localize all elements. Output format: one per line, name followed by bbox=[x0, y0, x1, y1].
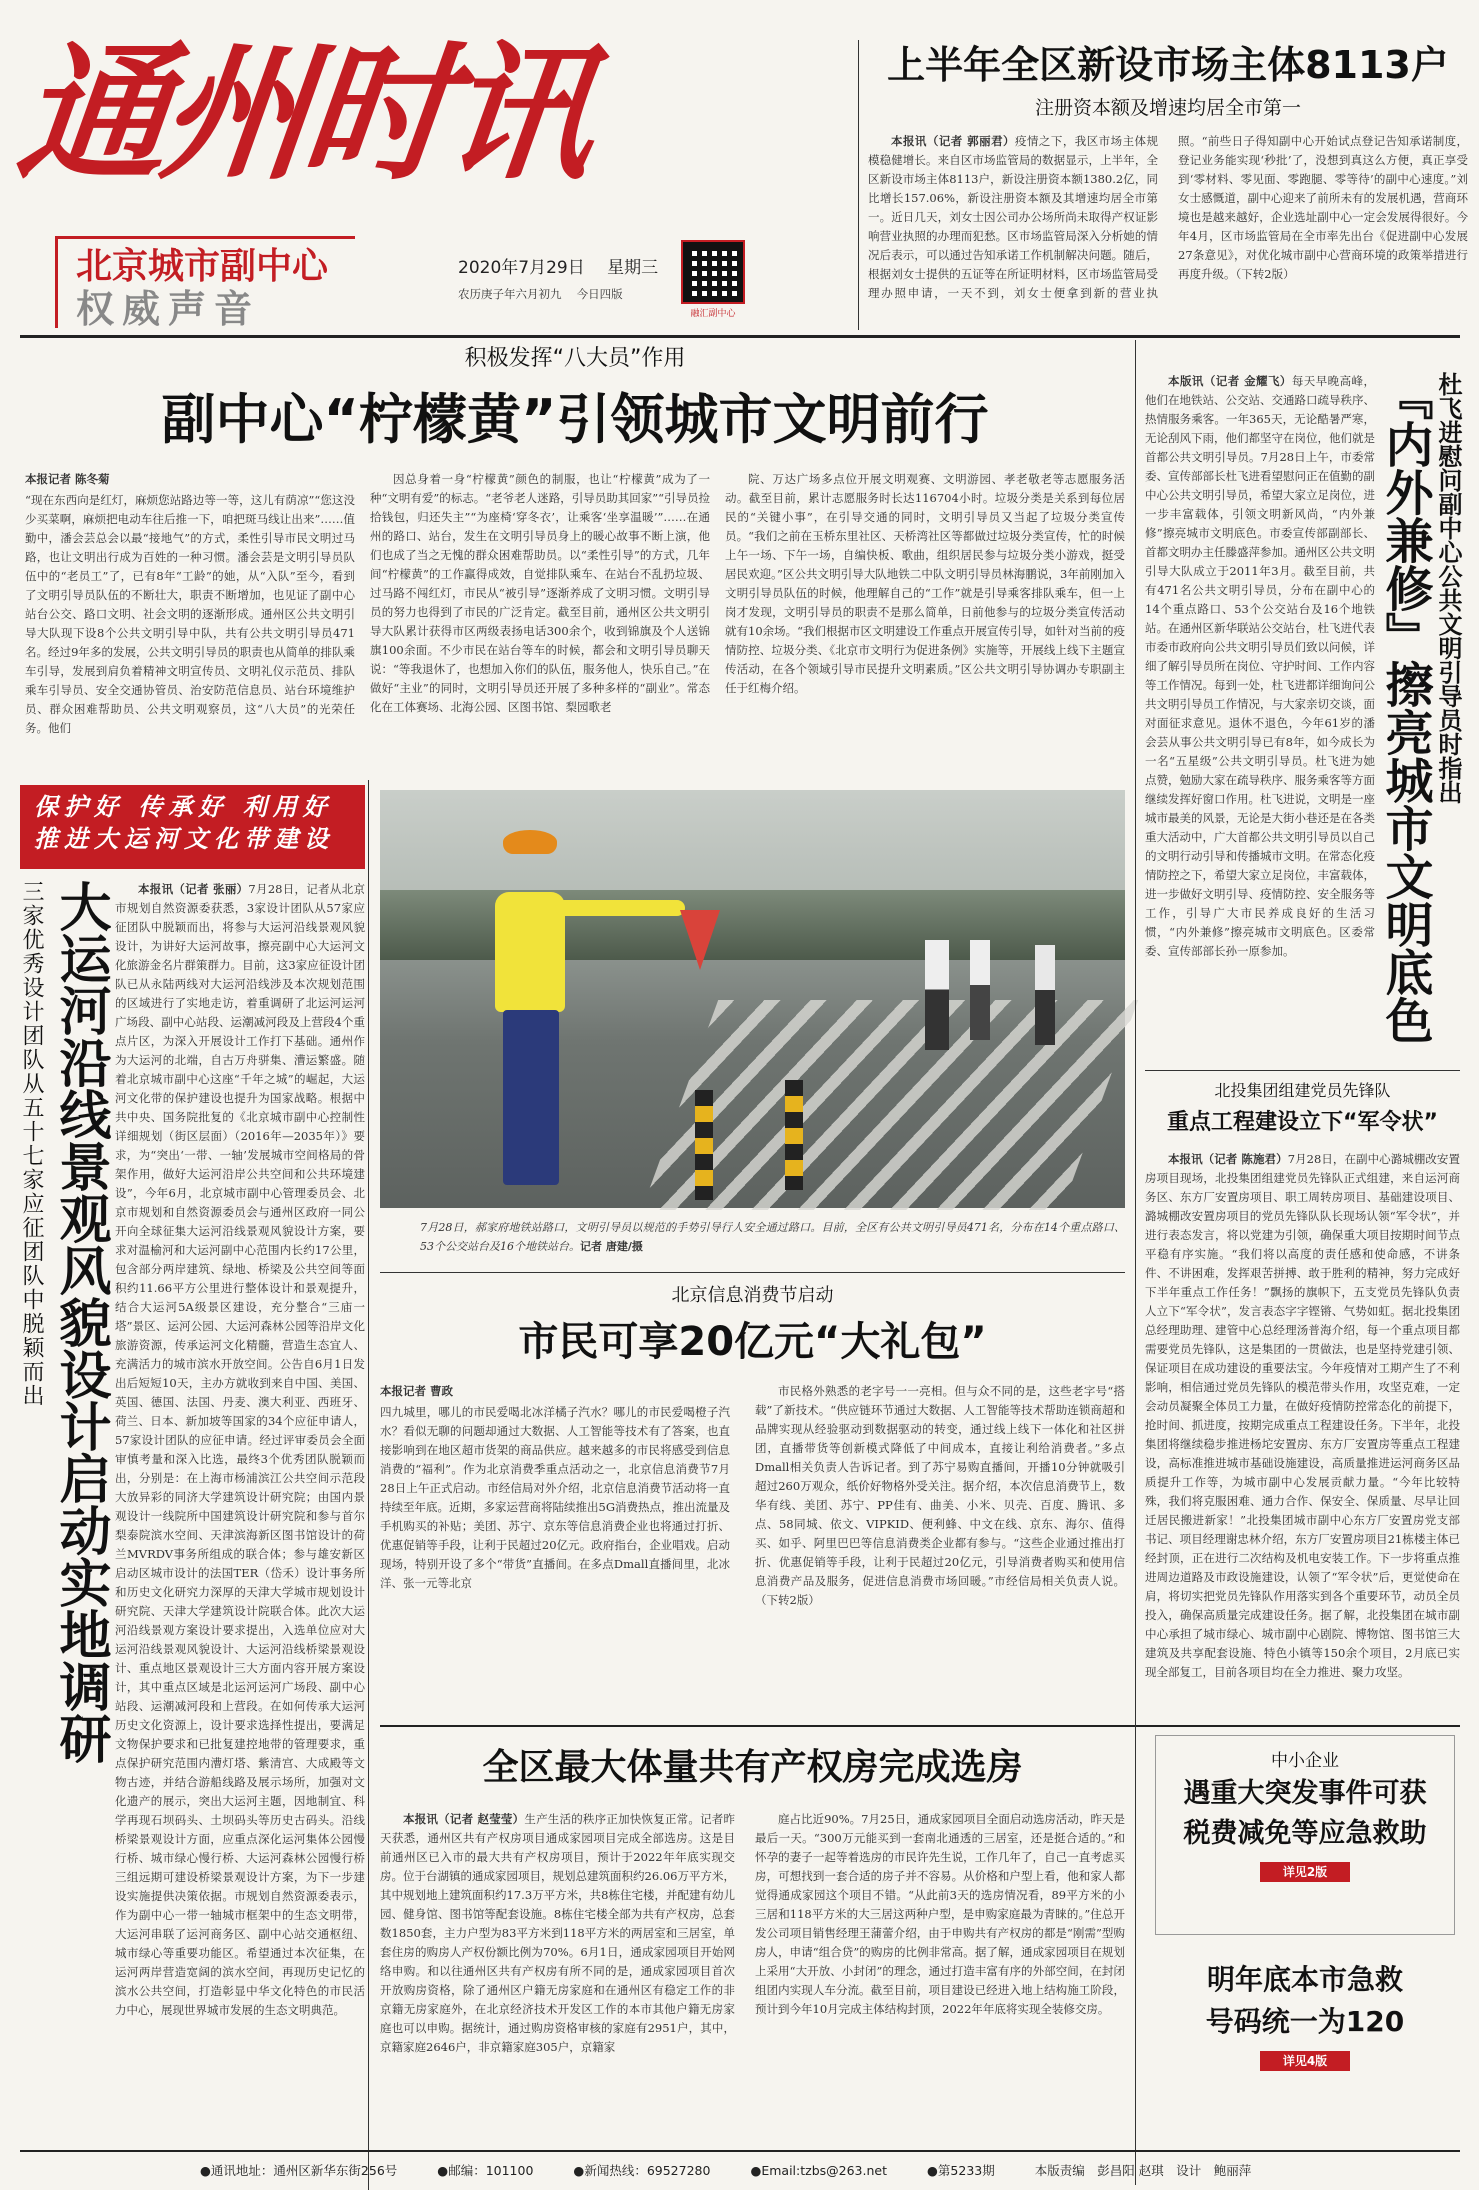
consume-col2: 市民格外熟悉的老字号一一亮相。但与众不同的是，这些老字号“搭载”了新技术。“供应链环节通过大数据、人工智能等技术帮助连锁商超和品牌实现从经验驱动到数据驱动的转变，通过线上线下一体化和社区拼团，直播带货等创新模式降低了中间成本，直接让利给消费者。”多点Dmall相关负责人告诉记者。到了苏宁易购直播间，开播10分钟就吸引超过260万观众，纸价好物格外受关注。据介绍，本次信息消费节上，数华有线、美团、苏宁、PP佳有、曲美、小米、贝壳、百度、腾讯、多点、58同城、依文、VIPKID、便利蜂、中文在线、京东、海尔、值得买、如乎、阿里巴巴等信息消费类企业都有参与。“这些企业通过推出打折、优惠促销等手段，让利于民超过20亿元，引导消费者购买和使用信息消费产品及服务，促进信息消费市场回暖。”市经信局相关负责人说。（下转2版） bbox=[755, 1384, 1125, 1607]
topright-byline: 本报讯（记者 郭丽君） bbox=[891, 134, 1015, 148]
beitou-text: 7月28日，在副中心潞城棚改安置房项目现场，北投集团组建党员先锋队正式组建，来自运河商务区、东方厂安置房项目、职工周转房项目、基础建设项目、潞城棚改安置房项目的党员先锋队队长现场认领“军令状”，并进行表态发言，将以党建为引领，确保重大项目按期时间节点平稳有序实施。“我们将以高度的责任感和使命感，不讲条件、不讲困难，发挥艰苦拼搏、敢于胜利的精神，努力完成好下半年重点工作任务！”飘扬的旗帜下，五支党员先锋队负责人立下“军令状”，发言表态字字铿锵、气势如虹。据北投集团总经理助理、建管中心总经理汤普海介绍，每一个重点项目都需要党员先锋队，这是集团的一贯做法，也是坚持党建引领、保证项目在成功建设的重要法宝。今年疫情对工期产生了不利影响，相信通过党员先锋队的模范带头作用，攻坚克难，一定会动员凝聚全体员工力量，在做好疫情防控常态化的前提下，抢时间、抓进度，按期完成重点工程建设任务。下半年，北投集团将继续稳步推进杨坨安置房、东方厂安置房等重点工程建设，高标准推进城市基础设施建设，高质量推进运河商务区品质提升工作等，为城市副中心发展贡献力量。“今年比较特殊，我们将克服困难、通力合作、保安全、保质量、尽早让回迁居民搬进新家！”北投集团城市副中心东方厂安置房党支部书记、项目经理谢忠林介绍，东方厂安置房项目21栋楼主体已经封顶，正在进行二次结构及机电安装工作。下一步将重点推进周边道路及市政设施建设，认领了“军令状”后，更觉使命在肩，将切实把党员先锋队作用落实到各个重要环节，动员全员投入，确保高质量完成建设任务。据了解，北投集团在城市副中心承担了城市绿心、城市副中心剧院、博物馆、图书馆三大建筑及共享配套设施、特色小镇等150余个项目，2月底已实现全部复工，目前各项目均在全力推进、聚力攻坚。 bbox=[1145, 1152, 1460, 1679]
photo-caption: 7月28日，郝家府地铁站路口，文明引导员以规范的手势引导行人安全通过路口。目前，全区有公共文明引导员471名，分布在14个重点路口、53个公交站台及16个地铁站台。 bbox=[420, 1221, 1125, 1253]
slogan-box bbox=[55, 236, 355, 331]
canal-text: 7月28日，记者从北京市规划自然资源委获悉，3家设计团队从57家应征团队中脱颖而出，将参与大运河沿线景观风貌设计，为讲好大运河故事，擦亮副中心大运河文化旅游金名片群策群力。目前，这3家应征设计团队已从永陆两线对大运河沿线涉及本次规划范围的区域进行了实地走访，着重调研了北运河运河广场段、副中心站段、运潮减河段及上营段4个重点片区，为深入开展设计工作打下基础。通州作为大运河的北端，自古万舟骈集、漕运繁盛。随着北京城市副中心这座“千年之城”的崛起，大运河文化带的保护建设也提升为国家战略。根据中共中央、国务院批复的《北京城市副中心控制性详细规划（街区层面）（2016年—2035年）》要求，为“突出‘一带、一轴’发展城市空间格局的骨架作用，做好大运河沿岸公共空间和公共环境建设”，今年6月，北京城市副中心管理委员会、北京市规划和自然资源委员会与通州区政府一同公开向全球征集大运河沿线景观风貌设计方案，要求对温榆河和大运河副中心范围内长约17公里，包含部分两岸建筑、绿地、桥梁及公共空间等面积约11.66平方公里进行整体设计和景观提升，结合大运河5A级景区建设，充分整合“三庙一塔”景区、运河公园、大运河森林公园等沿岸文化旅游资源，传承运河文化精髓，营造生态宜人、充满活力的城市滨水开放空间。公告自6月1日发出后短短10天，主办方就收到来自中国、美国、英国、德国、法国、丹麦、澳大利亚、西班牙、荷兰、日本、新加坡等国家的34个应征申请人，57家设计团队的应征申请。经过评审委员会全面审慎考量和深入比选，最终3个优秀团队脱颖而出，分别是：在上海市杨浦滨江公共空间示范段大放异彩的同济大学建筑设计研究院；由国内景观设计一线院所中国建筑设计研究院和参与首尔梨泰院滨水空间、天津滨海新区图书馆设计的荷兰MVRDV事务所组成的联合体；参与雄安新区启动区城市设计的法国TER（岱禾）设计事务所和历史文化研究力深厚的天津大学城市规划设计研究院、天津大学建筑设计院联合体。此次大运河沿线景观方案设计要求提出，入选单位应对大运河沿线景观风貌设计、大运河沿线桥梁景观设计、重点地区景观设计三大方面内容开展方案设计，其中重点区域是北运河运河广场段、副中心站段、运潮减河段和上营段。在如何传承大运河历史文化资源上，设计要求选择性提出，要满足文物保护要求和已批复建控地带的管理要求，重点保护研究范围内漕灯塔、紫清宫、大成殿等文物古迹，并结合游船线路及展示场所，加强对文化遗产的展示，突出大运河主题，因地制宜、科学再现石坝码头、土坝码头等历史古码头。沿线桥梁景观设计方面，应重点深化运河集体公园慢行桥、城市绿心慢行桥、大运河森林公园慢行桥三组远期可建设桥梁景观设计方案，为下一步建设实施提供决策依据。市规划自然资源委表示，作为副中心一带一轴城市框架中的生态文明带，大运河串联了运河商务区、副中心站交通枢纽、城市绿心等重要功能区。希望通过本次征集，在运河两岸营造宽阔的滨水空间，再现历史记忆的滨水公共空间，打造彰显中华文化特色的市民活力中心，展现世界城市发展的生态文明典范。 bbox=[115, 882, 365, 2017]
lemon-col1-text: “现在东西向是红灯，麻烦您站路边等一等，这儿有荫凉”“您这没少买菜啊，麻烦把电动车往后推一下，咱把斑马线让出来”……值勤中，潘会芸总会以最“接地气”的方式，柔性引导市民文明过马路，也让文明出行成为百姓的一种习惯。潘会芸是文明引导员队伍中的“老员工”了，已有8年“工龄”的她，从“入队”至今，看到了文明引导员队伍的不断壮大，职责不断增加，也见证了副中心站台公交、路口文明、社会文明的逐渐形成。通州区公共文明引导大队现下设8个公共文明引导中队，共有公共文明引导员471名。经过9年多的发展，公共文明引导员的职责也从简单的排队乘车引导，发展到肩负着精神文明宣传员、文明礼仪示范员、排队乘车引导员、安全交通协管员、治安防范信息员、站台环境维护员、群众困难帮助员、公共文明观察员，这“八大员”的光荣任务。他们 bbox=[25, 493, 355, 735]
qr-caption: 融汇副中心 bbox=[690, 309, 736, 319]
qr-code-icon bbox=[683, 242, 743, 302]
slogan-bottom: 权威声音 bbox=[76, 286, 261, 331]
lunar: 农历庚子年六月初九 bbox=[458, 287, 562, 301]
banner-line1: 保护好 传承好 利用好 bbox=[34, 792, 333, 821]
lemon-headline: 副中心“柠檬黄”引领城市文明前行 bbox=[161, 388, 989, 451]
crosswalk bbox=[642, 1000, 1138, 1210]
canal-vsub: 三家优秀设计团队从五十七家应征团队中脱颖而出 bbox=[19, 880, 44, 1408]
housing-byline: 本报讯（记者 赵莹莹） bbox=[403, 1812, 525, 1826]
beitou-body bbox=[1145, 1150, 1460, 1720]
consume-byline: 本报记者 曹政 bbox=[380, 1384, 454, 1398]
lemon-col3: 院、万达广场多点位开展文明观赛、文明游园、孝老敬老等志愿服务活动。截至目前，累计志愿服务时长达116704小时。垃圾分类是关系到每位居民的“关键小事”，在引导交通的同时，文明引导员又当起了垃圾分类宣传员。“我们之前在玉桥东里社区、天桥湾社区等都做过垃圾分类宣传，忙的时候上午一场、下午一场，自编快板、歌曲，组织居民参与垃圾分类小游戏，挺受居民欢迎。”区公共文明引导大队地铁二中队文明引导员林海鹏说，3年前刚加入文明引导员队伍的时候，他理解自己的“工作”就是引导乘客排队乘车，但一上岗才发现，文明引导员的职责不是那么简单，日前他参与的垃圾分类宣传活动就有10余场。“我们根据市区文明建设工作重点开展宣传引导，如针对当前的疫情防控、垃圾分类、《北京市文明行为促进条例》实施等，开展线上线下主题宣传活动，在各个领域引导市民提升文明素质。”区公共文明引导协调办专职副主任于红梅介绍。 bbox=[725, 472, 1126, 695]
bollard-1 bbox=[695, 1090, 713, 1200]
consume-kicker: 北京信息消费节启动 bbox=[671, 1285, 834, 1306]
housing-col1-text: 生产生活的秩序正加快恢复正常。记者昨天获悉，通州区共有产权房项目通成家园项目完成全部选房。这是目前通州区已入市的最大共有产权房项目，预计于2022年年底实现交房。位于台湖镇的通成家园项目，规划总建筑面积约26.06万平方米，其中规划地上建筑面积约17.3万平方米，共8栋住宅楼，并配建有幼儿园、健身馆、图书馆等配套设施。8栋住宅楼全部为共有产权房，总套数1850套，主力户型为83平方米到118平方米的两居室和三居室，单套住房的购房人产权份额比例为70%。6月1日，通成家园项目开始网络申购。和以往通州区共有产权房有所不同的是，通成家园项目首次开放购房资格，除了通州区户籍无房家庭和在通州区有稳定工作的非京籍无房家庭外，在北京经济技术开发区工作的本市其他户籍无房家庭也可以申购。据统计，通过购房资格审核的家庭有2951户，其中，京籍家庭2646户，非京籍家庭305户，京籍家 bbox=[380, 1812, 735, 2054]
pedestrian-1 bbox=[925, 940, 949, 1050]
sme-see[interactable]: 详见2版 bbox=[1260, 1862, 1350, 1882]
arm-shape bbox=[555, 900, 685, 916]
footer-editors: 本版责编 彭昌阳 赵琪 设计 鲍丽萍 bbox=[1034, 2163, 1252, 2178]
canal-body bbox=[115, 880, 365, 2017]
housing-col1 bbox=[380, 1810, 735, 2145]
dufei-vsub: 杜飞进慰问副中心公共文明引导员时指出 bbox=[1434, 372, 1462, 804]
dufei-body bbox=[1145, 372, 1375, 1050]
topright-subhead: 注册资本额及增速均居全市第一 bbox=[1034, 97, 1301, 119]
canal-banner bbox=[20, 785, 365, 869]
hotline-box bbox=[1155, 1945, 1455, 2125]
topright-text: 疫情之下，我区市场主体规模稳健增长。来自区市场监管局的数据显示，上半年，全区新设市场主体8113户，新设注册资本额1380.2亿，同比增长157.06%，新设注册资本额及其增速均居全市第一。近日几天，刘女士因公司办公场所尚未取得产权证影响营业执照的办理而犯愁。区市场监管局深入分析她的情况后表示，可以通过告知承诺工作机制解决问题。随后，根据刘女士提供的五证等在所证明材料，区市场监管局受理办照申请，一天不到，刘女士便拿到新的营业执照。“前些日子得知副中心开始试点登记告知承诺制度，登记业务能实现‘秒批’了，没想到真这么方便，真正享受到‘零材料、零见面、零跑腿、零等待’的副中心速度。”刘女士感慨道，副中心迎来了前所未有的发展机遇，营商环境也是越来越好，企业选址副中心一定会发展得很好。今年4月，区市场监管局在全市率先出台《促进副中心发展27条意见》，对优化城市副中心营商环境的政策举措进行再度升级。（下转2版） bbox=[868, 134, 1468, 300]
canal-byline: 本报讯（记者 张丽） bbox=[138, 882, 249, 896]
lemon-byline: 本报记者 陈冬菊 bbox=[25, 472, 110, 486]
flag-icon bbox=[680, 910, 720, 970]
pedestrian-3 bbox=[1035, 945, 1055, 1045]
topright-body bbox=[868, 132, 1468, 332]
sme-kicker: 中小企业 bbox=[1271, 1751, 1339, 1771]
guide-figure bbox=[485, 830, 575, 1190]
sme-headline1: 遇重大突发事件可获 bbox=[1183, 1778, 1427, 1809]
lemon-col1 bbox=[25, 470, 355, 780]
legs-shape bbox=[503, 1010, 559, 1185]
consume-col1-text: 四九城里，哪儿的市民爱喝北冰洋橘子汽水？哪儿的市民爱喝橙子汽水？看似无聊的问题却通过大数据、人工智能等技术有了答案，也直接影响到在地区超市货架的商品供应。越来越多的市民将感受到信息消费的“福利”。作为北京消费季重点活动之一，北京信息消费节7月28日上午正式启动。市经信局对外介绍，北京信息消费节活动将一直持续至年底。近期，多家运营商将陆续推出5G消费热点，推出流量及手机购买的补贴；美团、苏宁、京东等信息消费企业也将通过打折、优惠促销等手段，让利于民超过20亿元。政府指台，企业唱戏。启动现场，特别开设了多个“带货”直播间。在多点Dmall直播间里，北冰洋、张一元等北京 bbox=[380, 1405, 730, 1590]
issue-lunar bbox=[458, 285, 623, 303]
beitou-kicker: 北投集团组建党员先锋队 bbox=[1214, 1081, 1391, 1100]
photo-caption-block bbox=[420, 1218, 1125, 1262]
consume-headline: 市民可享20亿元“大礼包” bbox=[518, 1319, 987, 1365]
weekday: 星期三 bbox=[607, 258, 659, 278]
topright-headline: 上半年全区新设市场主体8113户 bbox=[887, 43, 1449, 87]
dufei-text: 每天早晚高峰，他们在地铁站、公交站、交通路口疏导秩序、热情服务乘客。一年365天，无论酷暑严寒，无论刮风下雨，他们都坚守在岗位，他们就是首都公共文明引导员。7月28日上午，市委常委、宣传部部长杜飞进看望慰问正在值勤的副中心公共文明引导员，希望大家立足岗位，进一步丰富载体，引领文明新风尚，“内外兼修”擦亮城市文明底色。市委宣传部副部长、首都文明办主任滕盛萍参加。通州区公共文明引导大队成立于2011年3月。截至目前，共有471名公共文明引导员，分布在副中心的14个重点路口、53个公交站台及16个地铁站。在通州区新华联站公交站台，杜飞进代表市委市政府向公共文明引导员们致以问候，详细了解引导员所在岗位、守护时间、工作内容等工作情况。每到一处，杜飞进都详细询问公共文明引导员工作情况，与大家亲切交谈，面对面征求意见。退休不退色，今年61岁的潘会芸从事公共文明引导已有8年，如今成长为一名“五星级”公共文明引导员。杜飞进为她点赞，勉励大家在疏导秩序、服务乘客等方面继续发挥好窗口作用。杜飞进说，文明是一座城市最美的风景，无论是大街小巷还是在各类重大活动中，广大首都公共文明引导员以自己的文明行动引导和传播城市文明。在常态化疫情防控之下，希望大家立足岗位，丰富载体，进一步做好文明引导、疫情防控、安全服务等工作，引导广大市民养成良好的生活习惯，“内外兼修”擦亮城市文明底色。区委常委、宣传部部长孙一原参加。 bbox=[1145, 374, 1376, 958]
pages: 今日四版 bbox=[576, 287, 623, 301]
dufei-byline: 本版讯（记者 金耀飞） bbox=[1168, 374, 1292, 388]
banner-line2: 推进大运河文化带建设 bbox=[34, 824, 334, 853]
footer-issue: ●第5233期 bbox=[927, 2163, 995, 2178]
footer-zip: ●邮编：101100 bbox=[437, 2163, 534, 2178]
slogan-top: 北京城市副中心 bbox=[76, 245, 329, 287]
beitou-headline: 重点工程建设立下“军令状” bbox=[1167, 1110, 1438, 1135]
footer bbox=[20, 2158, 1460, 2184]
sme-headline2: 税费减免等应急救助 bbox=[1183, 1818, 1427, 1849]
housing-headline: 全区最大体量共有产权房完成选房 bbox=[482, 1747, 1023, 1788]
pedestrian-2 bbox=[970, 940, 990, 1040]
beitou-byline: 本报讯（记者 陈施君） bbox=[1168, 1152, 1288, 1166]
hat-icon bbox=[503, 830, 557, 854]
date: 2020年7月29日 bbox=[458, 258, 585, 278]
footer-address: ●通讯地址：通州区新华东街256号 bbox=[200, 2163, 398, 2178]
hotline-headline1: 明年底本市急救 bbox=[1206, 1963, 1403, 1996]
sme-box bbox=[1155, 1735, 1455, 1935]
issue-date bbox=[458, 256, 658, 280]
hotline-headline2: 号码统一为120 bbox=[1205, 2005, 1405, 2038]
housing-col2: 庭占比近90%。7月25日，通成家园项目全面启动选房活动，昨天是最后一天。“300万元能买到一套南北通透的三居室，还是挺合适的。”和怀孕的妻子一起等着选房的市民许先生说，工作几年了，自己一直考虑买房，可想找到一套合适的房子并不容易。从价格和户型上看，他和家人都觉得通成家园这个项目不错。“从此前3天的选房情况看，89平方米的小三居和118平方米的大三居这两种户型，是申购家庭最为青睐的。”住总开发公司项目销售经理王蒲蕾介绍，由于申购共有产权房的都是“刚需”型购房人，申请“组合贷”的购房的比例非常高。据了解，通成家园项目在规划上采用“大开放、小封闭”的理念，通过打造丰富有序的外部空间，在封闭组团内实现人车分流。截至目前，项目建设已经进入地上结构施工阶段，预计到今年10月完成主体结构封顶，2022年年底将实现全装修交房。 bbox=[755, 1812, 1125, 2016]
news-photo bbox=[380, 790, 1125, 1208]
footer-hotline: ●新闻热线：69527280 bbox=[573, 2163, 711, 2178]
lemon-col2: 因总身着一身“柠檬黄”颜色的制服，也让“柠檬黄”成为了一种“文明有爱”的标志。“老爷老人迷路，引导员助其回家”“引导员捡拾钱包，归还失主”“为座椅‘穿冬衣’，让乘客‘坐享温暖’”……在通州的路口、站台，发生在文明引导员身上的暖心故事不断上演，他们也成了当之无愧的群众困难帮助员。以“柔性引导”的方式，几年间“柠檬黄”的工作赢得成效，自觉排队乘车、在站台不乱扔垃圾、过马路不闯红灯，市民从“被引导”逐渐养成了文明习惯。文明引导员的努力也得到了市民的广泛肯定。截至目前，通州区公共文明引导大队累计获得市区两级表扬电话300余个，收到锦旗及个人送锦旗100余面。不少市民在站台等车的时候，都会和文明引导员聊天说：“等我退休了，也想加入你们的队伍，服务他人，快乐自己。”在做好“主业”的同时，文明引导员还开展了多种多样的“副业”。常态化在工体赛场、北海公园、区图书馆、梨园歌老 bbox=[370, 472, 710, 714]
consume-col1 bbox=[380, 1382, 730, 1712]
lemon-kicker: 积极发挥“八大员”作用 bbox=[464, 346, 686, 371]
footer-email[interactable]: ●Email:tzbs@263.net bbox=[750, 2163, 887, 2178]
bollard-2 bbox=[785, 1080, 803, 1190]
dufei-vhead: 『内外兼修』擦亮城市文明底色 bbox=[1377, 372, 1433, 1044]
masthead-title: 通州时讯 bbox=[10, 26, 598, 200]
canal-vhead: 大运河沿线景观风貌设计启动实地调研 bbox=[50, 880, 110, 1764]
photo-credit: 记者 唐建/摄 bbox=[580, 1240, 643, 1253]
hotline-see[interactable]: 详见4版 bbox=[1260, 2051, 1350, 2071]
masthead bbox=[0, 0, 860, 330]
